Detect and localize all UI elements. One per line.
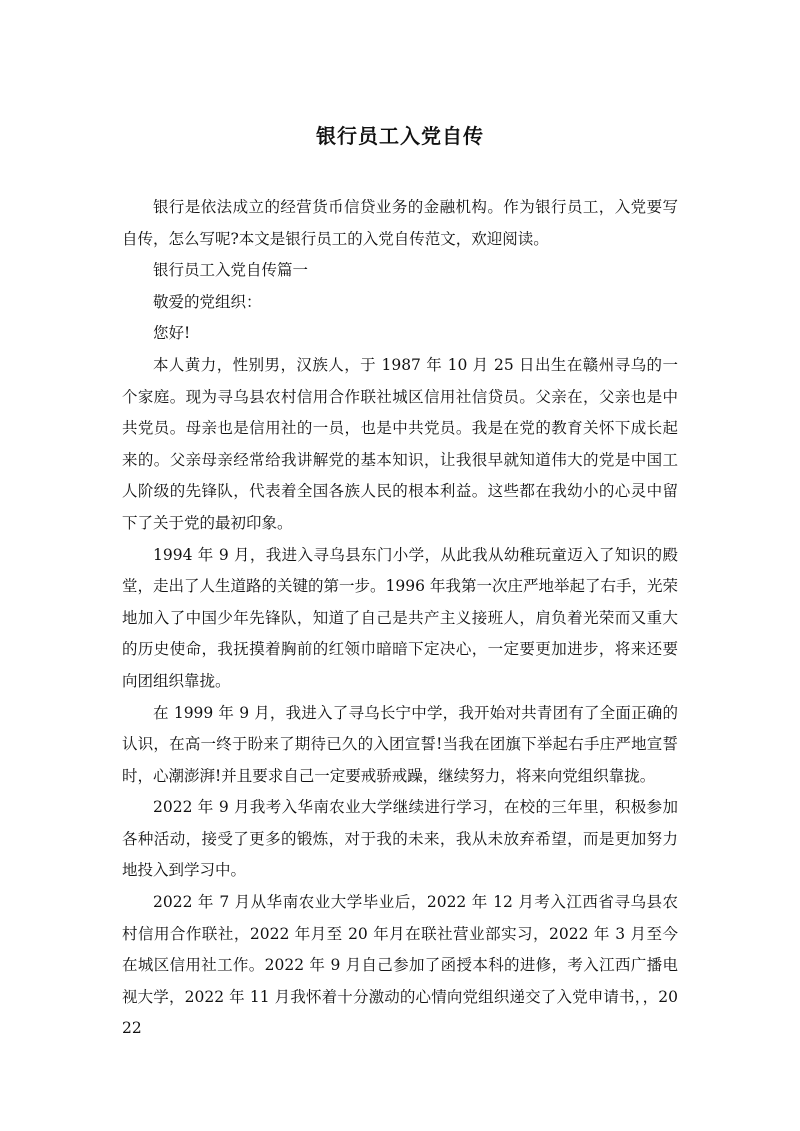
paragraph-primary-school: 1994 年 9 月，我进入寻乌县东门小学，从此我从幼稚玩童迈入了知识的殿堂，走出了人生道路的关键的第一步。1996 年我第一次庄严地举起了右手，光荣地加入了中国少年先锋队，知道了自己是共产主义接班人，肩负着光荣而又重大的历史使命，我抚摸着胸前的红领巾暗暗下定决心，一定要更加进步，将来还要向团组织靠拢。 bbox=[122, 545, 678, 690]
paragraph-career: 2022 年 7 月从华南农业大学毕业后，2022 年 12 月考入江西省寻乌县农村信用合作联社，2022 年月至 20 年月在联社营业部实习，2022 年 3 月至今在城区信用社工作。2022 年 9 月自己参加了函授本科的进修，考入江西广播电视大学，2022 年 11 月我怀着十分激动的心情向党组织递交了入党申请书，，2022 bbox=[122, 893, 678, 1038]
greeting: 您好! bbox=[153, 324, 191, 343]
paragraph-family: 本人黄力，性别男，汉族人，于 1987 年 10 月 25 日出生在赣州寻乌的一个家庭。现为寻乌县农村信用合作联社城区信用社信贷员。父亲在，父亲也是中共党员。母亲也是信用社的一员，也是中共党员。我是在党的教育关怀下成长起来的。父亲母亲经常给我讲解党的基本知识，让我很早就知道伟大的党是中国工人阶级的先锋队，代表着全国各族人民的根本利益。这些都在我幼小的心灵中留下了关于党的最初印象。 bbox=[122, 355, 678, 532]
paragraph-intro: 银行是依法成立的经营货币信贷业务的金融机构。作为银行员工，入党要写自传，怎么写呢?本文是银行员工的入党自传范文，欢迎阅读。 bbox=[122, 198, 678, 248]
paragraph-middle-school: 在 1999 年 9 月，我进入了寻乌长宁中学，我开始对共青团有了全面正确的认识，在高一终于盼来了期待已久的入团宣誓!当我在团旗下举起右手庄严地宣誓时，心潮澎湃!并且要求自己一定要戒骄戒躁，继续努力，将来向党组织靠拢。 bbox=[122, 703, 678, 785]
section-heading: 银行员工入党自传篇一 bbox=[153, 261, 309, 280]
document-title: 银行员工入党自传 bbox=[316, 124, 484, 148]
paragraph-university: 2022 年 9 月我考入华南农业大学继续进行学习，在校的三年里，积极参加各种活动，接受了更多的锻炼，对于我的未来，我从未放弃希望，而是更加努力地投入到学习中。 bbox=[122, 798, 678, 880]
salutation: 敬爱的党组织： bbox=[153, 292, 262, 311]
document-body bbox=[122, 192, 678, 1045]
